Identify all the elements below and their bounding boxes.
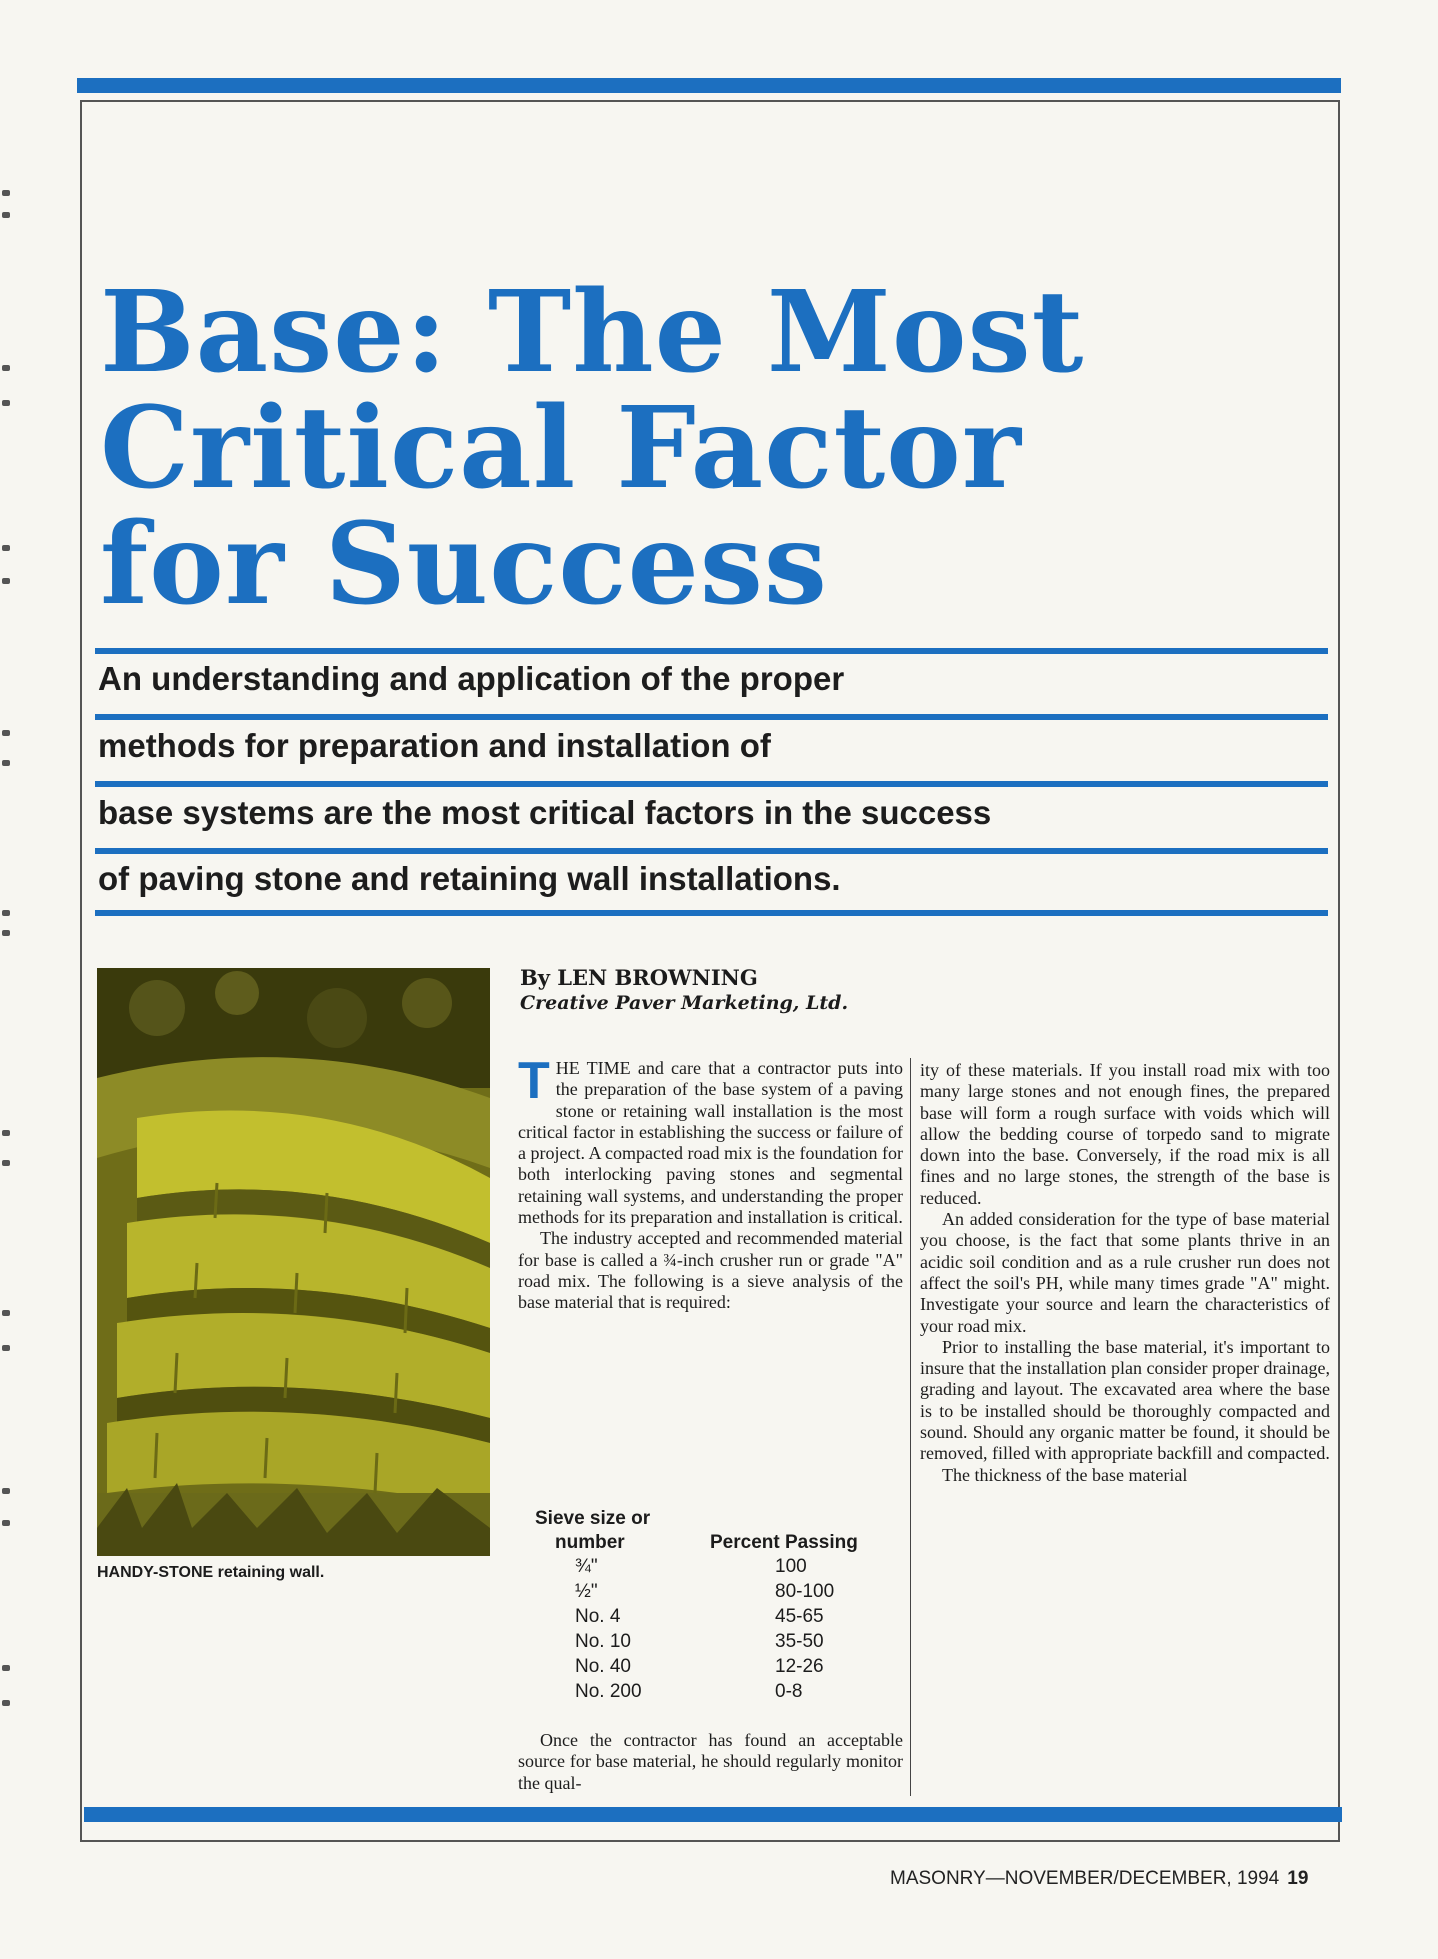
deck-line: of paving stone and retaining wall installations. [98,860,841,897]
body-paragraph: Once the contractor has found an acceptable source for base material, he should regularly monitor the qual- [518,1730,903,1793]
binding-mark [2,1488,10,1494]
binding-mark [2,730,10,736]
binding-mark [2,910,10,916]
binding-mark [2,190,10,196]
sieve-size: No. 10 [575,1631,631,1652]
publication-info: MASONRY—NOVEMBER/DECEMBER, 1994 [890,1868,1280,1889]
deck-rule [95,848,1328,854]
top-blue-bar [77,78,1341,93]
binding-mark [2,212,10,218]
body-paragraph [518,1052,903,1228]
binding-mark [2,1665,10,1671]
sieve-size: No. 40 [575,1656,631,1677]
bottom-blue-bar [84,1807,1342,1822]
paragraph-text: HE TIME and care that a contractor puts into the preparation of the base system of a paving stone or retaining wall installation is the most critical factor in establishing the success or failure of a project. A compacted road mix is the foundation for both interlocking paving stones and segmental retaining wall systems, and understanding the proper methods for its preparation and installation is critical. [518,1058,903,1228]
binding-mark [2,365,10,371]
percent-passing: 12-26 [775,1656,824,1677]
binding-mark [2,1160,10,1166]
page-footer [890,1868,1308,1890]
deck-line: An understanding and application of the proper [98,660,845,697]
binding-mark [2,545,10,551]
sieve-size: ¾" [575,1556,598,1577]
binding-mark [2,930,10,936]
retaining-wall-image [97,968,490,1556]
title-line: Base: The Most [100,267,1085,398]
body-column-1-continued [518,1730,903,1794]
table-header: Sieve size or [535,1508,651,1529]
binding-mark [2,578,10,584]
binding-mark [2,1700,10,1706]
sieve-size: ½" [575,1581,598,1602]
photo-caption: HANDY-STONE retaining wall. [97,1564,325,1581]
body-paragraph: An added consideration for the type of base material you choose, is the fact that some plants thrive in an acidic soil condition and as a rule crusher run does not affect the soil's PH, while many times grade "A" might. Investigate your source and learn the characteristics of your road mix. [920,1209,1330,1336]
deck-rule [95,910,1328,916]
binding-mark [2,1345,10,1351]
deck-line: base systems are the most critical factors in the success [98,794,992,831]
drop-cap: T [518,1052,550,1110]
byline [520,965,848,1015]
deck-line: methods for preparation and installation of [98,727,771,764]
deck-rule [95,648,1328,654]
body-column-1 [518,1052,903,1314]
table-header: number [555,1532,625,1553]
body-paragraph: The thickness of the base material [942,1464,1188,1485]
sieve-size: No. 4 [575,1606,621,1627]
page-number: 19 [1287,1868,1309,1889]
sieve-size: No. 200 [575,1681,642,1702]
percent-passing: 80-100 [775,1581,835,1602]
body-paragraph: The industry accepted and recommended material for base is called a ¾-inch crusher run or grade "A" road mix. The following is a sieve analysis of the base material that is required: [518,1228,903,1313]
table-header: Percent Passing [710,1532,858,1553]
percent-passing: 35-50 [775,1631,824,1652]
title-line: for Success [100,499,828,630]
retaining-wall-photo [97,968,490,1556]
body-paragraph: ity of these materials. If you install road mix with too many large stones and not enough fines, the prepared base will form a rough surface with voids which will allow the bedding course of torpedo sand to migrate down into the base. Conversely, if the road mix is all fines and no large stones, the strength of the base is reduced. [920,1060,1330,1208]
article-title [100,267,1250,630]
body-paragraph: Prior to installing the base material, it's important to insure that the installation plan consider proper drainage, grading and layout. The excavated area where the base is to be installed should be thoroughly compacted and sound. Should any organic matter be found, it should be removed, filled with appropriate backfill and compacted. [920,1336,1330,1464]
binding-mark [2,1310,10,1316]
author-organization: Creative Paver Marketing, Ltd. [520,992,849,1014]
binding-mark [2,1520,10,1526]
binding-mark [2,400,10,406]
deck-rule [95,714,1328,720]
percent-passing: 0-8 [775,1681,803,1702]
percent-passing: 100 [775,1556,807,1577]
binding-mark [2,760,10,766]
deck-rule [95,781,1328,787]
title-line: Critical Factor [100,383,1022,514]
column-divider [910,1058,911,1796]
percent-passing: 45-65 [775,1606,824,1627]
body-column-2 [920,1060,1330,1486]
author-name: By LEN BROWNING [520,965,758,990]
binding-mark [2,1130,10,1136]
